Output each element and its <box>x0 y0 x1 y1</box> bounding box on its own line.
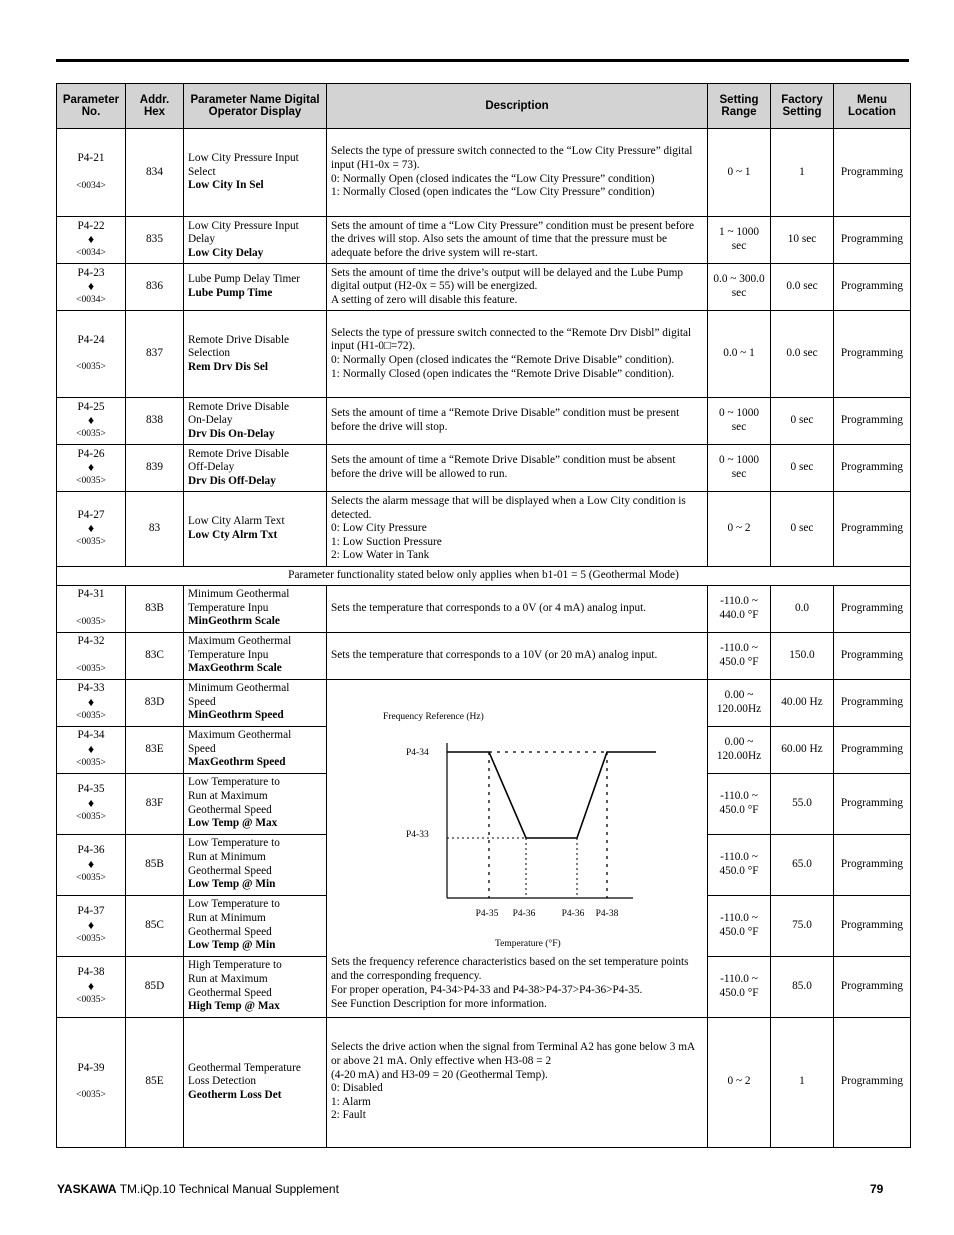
run-change-diamond-icon: ♦ <box>87 413 95 428</box>
description-line: Selects the type of pressure switch connected to the “Low City Pressure” digital input (H1-0x = 73). <box>331 145 693 171</box>
operator-display-text: Lube Pump Time <box>188 287 273 299</box>
menu-location: Programming <box>834 956 911 1017</box>
table-row <box>57 129 911 217</box>
menu-location: Programming <box>834 726 911 773</box>
param-number-cell <box>57 398 126 445</box>
x-tick-label: P4-38 <box>595 909 619 920</box>
param-name-cell <box>184 956 327 1017</box>
param-name-cell <box>184 264 327 311</box>
param-name-line: Maximum Geothermal <box>188 729 292 742</box>
param-name-cell <box>184 632 327 679</box>
operator-display-text: Low Temp @ Min <box>188 939 276 952</box>
footer-title: TM.iQp.10 Technical Manual Supplement <box>119 1182 339 1196</box>
addr-hex: 83F <box>126 773 184 834</box>
operator-display-text: Drv Dis Off-Delay <box>188 474 276 487</box>
description-cell <box>327 398 708 445</box>
addr-hex: 838 <box>126 398 184 445</box>
param-name-line: Loss Detection <box>188 1075 257 1088</box>
menu-location: Programming <box>834 773 911 834</box>
table-row <box>57 632 911 679</box>
param-name-cell <box>184 773 327 834</box>
param-number: P4-21 <box>77 152 105 165</box>
factory-setting: 55.0 <box>771 773 834 834</box>
operator-display-text: Geotherm Loss Det <box>188 1088 282 1101</box>
setting-range: -110.0 ~ 450.0 °F <box>708 834 771 895</box>
setting-range: -110.0 ~ 450.0 °F <box>708 895 771 956</box>
param-name-cell <box>184 129 327 217</box>
description-line: Sets the amount of time a “Low City Pressure” condition must be present before the drives will stop. Also sets the amount of time that the pressure must be adequate before the drive system will re-start. <box>331 219 694 259</box>
param-number-cell <box>57 217 126 264</box>
param-name-line: Geothermal Temperature <box>188 1061 301 1074</box>
param-name-line: Selection <box>188 347 231 360</box>
setting-range: 0.00 ~ 120.00Hz <box>708 726 771 773</box>
description-line: 0: Normally Open (closed indicates the “Low City Pressure” condition) <box>331 172 655 185</box>
operator-display-text: Low Temp @ Max <box>188 817 278 830</box>
menu-location: Programming <box>834 585 911 632</box>
table-header-row <box>57 84 911 129</box>
param-name-line: Temperature Inpu <box>188 601 269 614</box>
param-name-line: Run at Maximum <box>188 790 268 802</box>
setting-range: 0.0 ~ 1 <box>708 311 771 398</box>
modbus-register: <0035> <box>76 537 106 548</box>
run-change-diamond-icon: ♦ <box>87 795 95 810</box>
addr-hex: 834 <box>126 129 184 217</box>
param-name-line: Low City Pressure Input <box>188 152 299 165</box>
addr-hex: 83 <box>126 492 184 567</box>
param-name-cell <box>184 679 327 726</box>
setting-range: -110.0 ~ 450.0 °F <box>708 956 771 1017</box>
modbus-register: <0035> <box>76 757 106 768</box>
table-row <box>57 1017 911 1147</box>
addr-hex: 837 <box>126 311 184 398</box>
factory-setting: 0.0 sec <box>771 311 834 398</box>
run-change-diamond-icon: ♦ <box>87 856 95 871</box>
param-name-cell <box>184 1017 327 1147</box>
param-number: P4-22 <box>77 219 105 232</box>
param-number-cell <box>57 726 126 773</box>
description-line: 1: Low Suction Pressure <box>331 535 442 548</box>
table-row <box>57 679 911 726</box>
param-number: P4-38 <box>77 966 105 979</box>
description-line: Selects the alarm message that will be displayed when a Low City condition is detected. <box>331 495 686 521</box>
param-number: P4-31 <box>77 588 105 601</box>
y-tick-label-low: P4-33 <box>406 830 429 841</box>
setting-range: 0 ~ 2 <box>708 492 771 567</box>
operator-display-text: MinGeothrm Scale <box>188 615 280 628</box>
factory-setting: 40.00 Hz <box>771 679 834 726</box>
setting-range: 0 ~ 2 <box>708 1017 771 1147</box>
col-header: Description <box>327 84 708 129</box>
header-rule <box>56 59 909 62</box>
geothermal-note: Parameter functionality stated below only applies when b1-01 = 5 (Geothermal Mode) <box>57 567 911 586</box>
param-name-line: Geothermal Speed <box>188 925 272 938</box>
modbus-register: <0034> <box>76 180 106 191</box>
param-name-line: Low Temperature to <box>188 898 280 911</box>
param-number: P4-36 <box>77 844 105 857</box>
description-cell <box>327 264 708 311</box>
addr-hex: 85C <box>126 895 184 956</box>
col-header: Menu Location <box>834 84 911 129</box>
param-name-cell <box>184 492 327 567</box>
modbus-register: <0034> <box>76 248 106 259</box>
param-name-line: Low City Alarm Text <box>188 515 285 528</box>
modbus-register: <0035> <box>76 429 106 440</box>
param-name-line: Low City Pressure Input <box>188 219 299 232</box>
param-number: P4-32 <box>77 635 105 648</box>
param-number: P4-37 <box>77 905 105 918</box>
param-name-line: On-Delay <box>188 414 233 427</box>
param-number: P4-26 <box>77 447 105 460</box>
param-name-line: Run at Minimum <box>188 912 266 924</box>
operator-display-text: Low City Delay <box>188 246 264 259</box>
param-name-line: Off-Delay <box>188 461 235 474</box>
description-line: A setting of zero will disable this feature. <box>331 293 518 306</box>
description-cell <box>327 1017 708 1147</box>
chart-description-line: For proper operation, P4-34>P4-33 and P4-38>P4-37>P4-36>P4-35. <box>331 984 643 997</box>
frequency-temperature-chart <box>331 685 701 955</box>
param-name-line: Geothermal Speed <box>188 986 272 999</box>
table-row <box>57 445 911 492</box>
run-change-diamond-icon: ♦ <box>87 460 95 475</box>
chart-description-line: See Function Description for more information. <box>331 998 547 1011</box>
addr-hex: 835 <box>126 217 184 264</box>
param-name-line: Delay <box>188 233 215 246</box>
setting-range: 0 ~ 1000 sec <box>708 398 771 445</box>
setting-range: 0.0 ~ 300.0 sec <box>708 264 771 311</box>
menu-location: Programming <box>834 398 911 445</box>
factory-setting: 150.0 <box>771 632 834 679</box>
param-name-cell <box>184 311 327 398</box>
factory-setting: 0 sec <box>771 398 834 445</box>
description-line: 1: Normally Closed (open indicates the “Remote Drive Disable” condition). <box>331 367 675 380</box>
setting-range: 0.00 ~ 120.00Hz <box>708 679 771 726</box>
col-header: Setting Range <box>708 84 771 129</box>
operator-display-text: Rem Drv Dis Sel <box>188 360 269 373</box>
table-row <box>57 585 911 632</box>
run-change-diamond-icon: ♦ <box>87 521 95 536</box>
addr-hex: 83C <box>126 632 184 679</box>
col-header: Parameter Name Digital Operator Display <box>184 84 327 129</box>
param-name-line: Maximum Geothermal <box>188 635 292 648</box>
factory-setting: 75.0 <box>771 895 834 956</box>
operator-display-text: MaxGeothrm Scale <box>188 662 282 675</box>
factory-setting: 0 sec <box>771 492 834 567</box>
x-axis-label: Temperature (°F) <box>495 939 561 950</box>
col-header: Addr. Hex <box>126 84 184 129</box>
param-number-cell <box>57 834 126 895</box>
run-change-diamond-icon: ♦ <box>87 232 95 247</box>
param-name-cell <box>184 726 327 773</box>
table-row <box>57 492 911 567</box>
param-number-cell <box>57 264 126 311</box>
modbus-register: <0034> <box>76 295 106 306</box>
param-number-cell <box>57 129 126 217</box>
menu-location: Programming <box>834 264 911 311</box>
param-number: P4-39 <box>77 1061 105 1074</box>
operator-display-text: Drv Dis On-Delay <box>188 427 275 440</box>
chart-description <box>331 955 703 1011</box>
addr-hex: 836 <box>126 264 184 311</box>
addr-hex: 83B <box>126 585 184 632</box>
modbus-register: <0035> <box>76 710 106 721</box>
menu-location: Programming <box>834 492 911 567</box>
factory-setting: 0.0 <box>771 585 834 632</box>
param-name-line: Run at Maximum <box>188 973 268 985</box>
param-number-cell <box>57 1017 126 1147</box>
param-number-cell <box>57 956 126 1017</box>
description-line: 0: Low City Pressure <box>331 522 427 535</box>
chart-svg <box>331 685 701 955</box>
menu-location: Programming <box>834 1017 911 1147</box>
description-line: 0: Normally Open (closed indicates the “Remote Drive Disable” condition). <box>331 354 675 366</box>
description-cell <box>327 311 708 398</box>
param-name-line: Speed <box>188 695 216 708</box>
footer-left <box>57 1182 339 1196</box>
param-number: P4-33 <box>77 682 105 695</box>
run-change-diamond-icon: ♦ <box>87 694 95 709</box>
param-number-cell <box>57 445 126 492</box>
page-number: 79 <box>870 1182 884 1196</box>
addr-hex: 83D <box>126 679 184 726</box>
param-name-cell <box>184 398 327 445</box>
x-tick-label: P4-36 <box>561 909 585 920</box>
description-line: Sets the temperature that corresponds to a 0V (or 4 mA) analog input. <box>331 601 647 614</box>
modbus-register: <0035> <box>76 811 106 822</box>
param-name-line: Geothermal Speed <box>188 864 272 877</box>
run-change-diamond-icon: ♦ <box>87 741 95 756</box>
description-cell <box>327 632 708 679</box>
operator-display-text: Low City In Sel <box>188 179 264 192</box>
description-line: 0: Disabled <box>331 1082 383 1095</box>
menu-location: Programming <box>834 679 911 726</box>
table-row <box>57 567 911 586</box>
param-number: P4-23 <box>77 266 105 279</box>
run-change-diamond-icon: ♦ <box>87 978 95 993</box>
operator-display-text: Low Temp @ Min <box>188 878 276 891</box>
menu-location: Programming <box>834 311 911 398</box>
x-tick-label: P4-36 <box>512 909 536 920</box>
description-line: 2: Low Water in Tank <box>331 549 430 562</box>
param-name-line: Minimum Geothermal <box>188 682 290 695</box>
factory-setting: 65.0 <box>771 834 834 895</box>
operator-display-text: High Temp @ Max <box>188 1000 280 1013</box>
param-number-cell <box>57 585 126 632</box>
frequency-curve <box>447 752 656 838</box>
modbus-register: <0035> <box>76 362 106 373</box>
param-name-line: Remote Drive Disable <box>188 333 290 346</box>
param-number-cell <box>57 895 126 956</box>
param-name-line: Remote Drive Disable <box>188 447 290 460</box>
modbus-register: <0035> <box>76 476 106 487</box>
description-cell <box>327 129 708 217</box>
description-line: Sets the amount of time a “Remote Drive Disable” condition must be present before the drive will stop. <box>331 407 680 433</box>
description-line: (4-20 mA) and H3-09 = 20 (Geothermal Temp). <box>331 1068 548 1081</box>
addr-hex: 85E <box>126 1017 184 1147</box>
description-line: Sets the temperature that corresponds to a 10V (or 20 mA) analog input. <box>331 648 658 661</box>
description-line: 2: Fault <box>331 1109 366 1122</box>
setting-range: 1 ~ 1000 sec <box>708 217 771 264</box>
operator-display-text: MinGeothrm Speed <box>188 709 284 722</box>
modbus-register: <0035> <box>76 994 106 1005</box>
parameter-table <box>56 83 911 1148</box>
description-cell <box>327 492 708 567</box>
addr-hex: 85D <box>126 956 184 1017</box>
geothermal-chart-cell <box>327 679 708 1017</box>
modbus-register: <0035> <box>76 616 106 627</box>
param-name-cell <box>184 585 327 632</box>
y-tick-label-high: P4-34 <box>406 748 429 759</box>
description-cell <box>327 445 708 492</box>
param-name-cell <box>184 834 327 895</box>
menu-location: Programming <box>834 632 911 679</box>
addr-hex: 83E <box>126 726 184 773</box>
run-change-diamond-icon: ♦ <box>87 917 95 932</box>
footer-brand: YASKAWA <box>57 1182 117 1196</box>
param-number: P4-27 <box>77 508 105 521</box>
menu-location: Programming <box>834 834 911 895</box>
col-header: Parameter No. <box>57 84 126 129</box>
factory-setting: 10 sec <box>771 217 834 264</box>
table-row <box>57 398 911 445</box>
x-tick-label: P4-35 <box>475 909 499 920</box>
param-name-line: Geothermal Speed <box>188 803 272 816</box>
param-number-cell <box>57 773 126 834</box>
table-row <box>57 217 911 264</box>
description-line: Selects the drive action when the signal from Terminal A2 has gone below 3 mA or above 21 mA. Only effective when H3-08 = 2 <box>331 1041 695 1067</box>
param-name-line: Speed <box>188 742 216 755</box>
param-name-line: Remote Drive Disable <box>188 400 290 413</box>
factory-setting: 0 sec <box>771 445 834 492</box>
factory-setting: 1 <box>771 1017 834 1147</box>
param-number: P4-25 <box>77 400 105 413</box>
param-name-line: Select <box>188 165 216 178</box>
factory-setting: 85.0 <box>771 956 834 1017</box>
factory-setting: 1 <box>771 129 834 217</box>
description-cell <box>327 585 708 632</box>
param-name-line: Low Temperature to <box>188 776 280 789</box>
param-number: P4-34 <box>77 729 105 742</box>
table-row <box>57 311 911 398</box>
y-axis-label: Frequency Reference (Hz) <box>383 712 484 723</box>
param-number-cell <box>57 679 126 726</box>
addr-hex: 839 <box>126 445 184 492</box>
factory-setting: 0.0 sec <box>771 264 834 311</box>
menu-location: Programming <box>834 445 911 492</box>
param-number-cell <box>57 632 126 679</box>
param-name-line: High Temperature to <box>188 959 282 972</box>
operator-display-text: Low Cty Alrm Txt <box>188 529 278 541</box>
param-number: P4-24 <box>77 333 105 346</box>
chart-description-line: Sets the frequency reference characteristics based on the set temperature points and the corresponding frequency. <box>331 956 689 983</box>
setting-range: 0 ~ 1 <box>708 129 771 217</box>
modbus-register: <0035> <box>76 933 106 944</box>
description-line: Sets the amount of time the drive’s output will be delayed and the Lube Pump digital output (H2-0x = 55) will be energized. <box>331 266 684 293</box>
description-line: 1: Normally Closed (open indicates the “Low City Pressure” condition) <box>331 186 655 199</box>
param-name-line: Temperature Inpu <box>188 648 269 661</box>
run-change-diamond-icon: ♦ <box>87 279 95 294</box>
modbus-register: <0035> <box>76 872 106 883</box>
description-line: Selects the type of pressure switch connected to the “Remote Drv Disbl” digital input (H1-0□=72). <box>331 326 692 353</box>
setting-range: 0 ~ 1000 sec <box>708 445 771 492</box>
addr-hex: 85B <box>126 834 184 895</box>
menu-location: Programming <box>834 895 911 956</box>
modbus-register: <0035> <box>76 1090 106 1101</box>
setting-range: -110.0 ~ 440.0 °F <box>708 585 771 632</box>
setting-range: -110.0 ~ 450.0 °F <box>708 632 771 679</box>
param-name-line: Low Temperature to <box>188 837 280 850</box>
description-line: 1: Alarm <box>331 1095 371 1108</box>
operator-display-text: MaxGeothrm Speed <box>188 756 286 769</box>
factory-setting: 60.00 Hz <box>771 726 834 773</box>
menu-location: Programming <box>834 129 911 217</box>
menu-location: Programming <box>834 217 911 264</box>
param-number-cell <box>57 492 126 567</box>
param-name-cell <box>184 895 327 956</box>
param-name-line: Run at Minimum <box>188 851 266 863</box>
param-number-cell <box>57 311 126 398</box>
description-line: Sets the amount of time a “Remote Drive Disable” condition must be absent before the drive will be allowed to run. <box>331 454 676 480</box>
col-header: Factory Setting <box>771 84 834 129</box>
description-cell <box>327 217 708 264</box>
param-name-cell <box>184 217 327 264</box>
table-row <box>57 264 911 311</box>
setting-range: -110.0 ~ 450.0 °F <box>708 773 771 834</box>
param-name-cell <box>184 445 327 492</box>
param-number: P4-35 <box>77 783 105 796</box>
modbus-register: <0035> <box>76 663 106 674</box>
param-name-line: Lube Pump Delay Timer <box>188 273 301 286</box>
param-name-line: Minimum Geothermal <box>188 588 290 601</box>
